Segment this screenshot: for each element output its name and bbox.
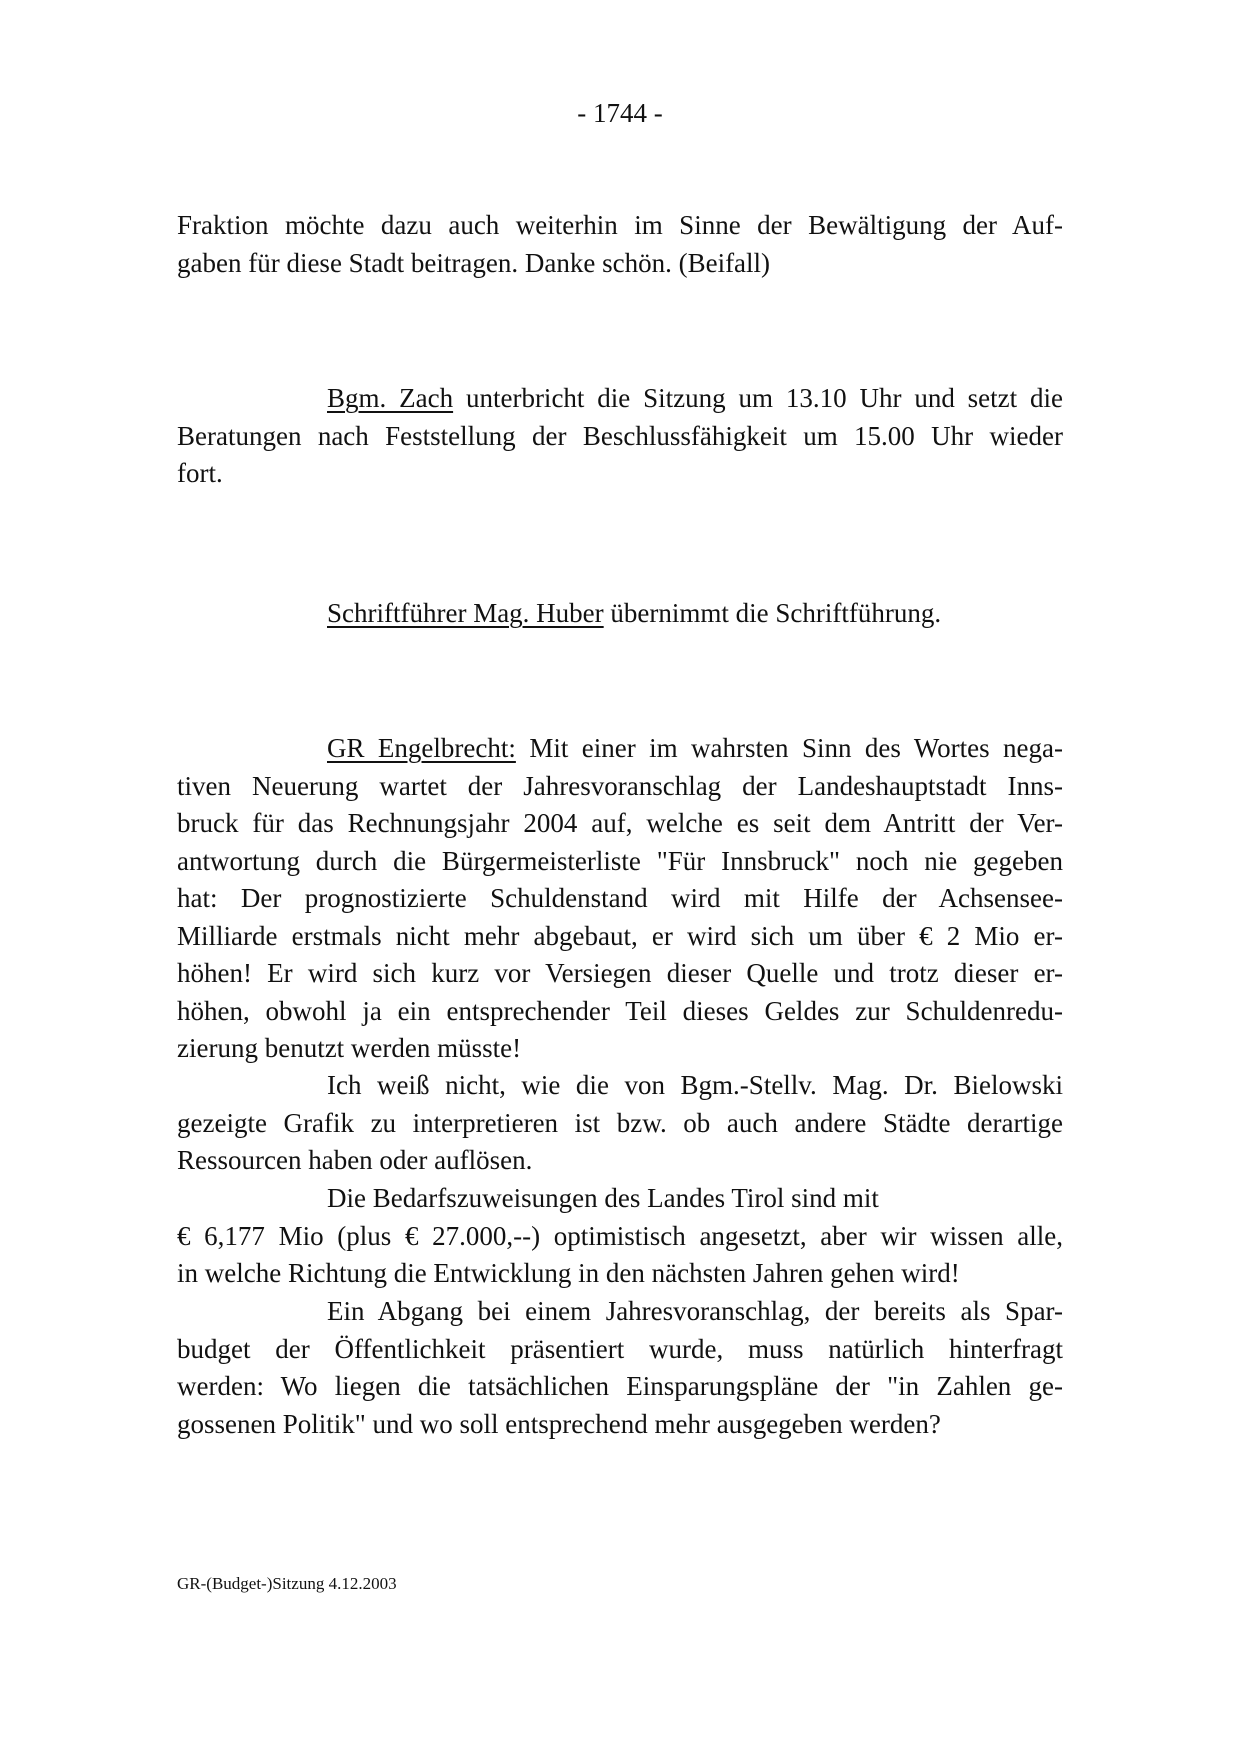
paragraph-secretary <box>177 595 1063 633</box>
text-line <box>177 595 1063 633</box>
text-line: Beratungen nach Feststellung der Beschlussfähigkeit um 15.00 Uhr wieder <box>177 420 1063 451</box>
speaker-name: Schriftführer Mag. Huber <box>327 598 604 628</box>
text-line: hat: Der prognostizierte Schuldenstand wird mit Hilfe der Achsensee- <box>177 883 1063 913</box>
speaker-name: GR Engelbrecht: <box>327 733 516 763</box>
text-line: bruck für das Rechnungsjahr 2004 auf, welche es seit dem Antritt der Ver- <box>177 808 1063 838</box>
text-line: Fraktion möchte dazu auch weiterhin im Sinne der Bewältigung der Auf- <box>177 210 1063 240</box>
paragraph-session-break <box>177 380 1063 493</box>
paragraph-speech <box>177 1293 1063 1443</box>
text-fragment: Mit einer im wahrsten Sinn des Wortes nega- <box>529 733 1064 763</box>
text-line: höhen, obwohl ja ein entsprechender Teil dieses Geldes zur Schuldenredu- <box>177 995 1063 1026</box>
text-line: tiven Neuerung wartet der Jahresvoranschlag der Landeshauptstadt Inns- <box>177 770 1063 801</box>
paragraph-speech <box>177 1067 1063 1180</box>
paragraph-speech <box>177 1180 1063 1293</box>
paragraph-speech <box>177 730 1063 1068</box>
page-footer: GR-(Budget-)Sitzung 4.12.2003 <box>177 1574 397 1593</box>
text-fragment: übernimmt die Schriftführung. <box>610 598 942 628</box>
text-line <box>177 730 1063 768</box>
text-line: Ich weiß nicht, wie die von Bgm.-Stellv. Mag. Dr. Bielowski <box>327 1070 1063 1100</box>
speaker-name: Bgm. Zach <box>327 383 454 413</box>
page-number: - 1744 - <box>577 98 663 128</box>
text-line: höhen! Er wird sich kurz vor Versiegen dieser Quelle und trotz dieser er- <box>177 958 1063 988</box>
text-line: gezeigte Grafik zu interpretieren ist bzw. ob auch andere Städte derartige <box>177 1107 1063 1138</box>
text-line: € 6,177 Mio (plus € 27.000,--) optimistisch angesetzt, aber wir wissen alle, <box>177 1220 1063 1251</box>
text-line: antwortung durch die Bürgermeisterliste "Für Innsbruck" noch nie gegeben <box>177 845 1063 876</box>
text-line: Die Bedarfszuweisungen des Landes Tirol sind mit <box>327 1183 879 1213</box>
text-line: werden: Wo liegen die tatsächlichen Einsparungspläne der "in Zahlen ge- <box>177 1371 1063 1401</box>
text-line: Ein Abgang bei einem Jahresvoranschlag, der bereits als Spar- <box>327 1296 1063 1326</box>
text-line: in welche Richtung die Entwicklung in den nächsten Jahren gehen wird! <box>177 1258 960 1288</box>
text-line: budget der Öffentlichkeit präsentiert wurde, muss natürlich hinterfragt <box>177 1333 1063 1364</box>
text-line: zierung benutzt werden müsste! <box>177 1033 522 1063</box>
paragraph-continuation <box>177 207 1063 282</box>
text-fragment: unterbricht die Sitzung um 13.10 Uhr und setzt die <box>465 383 1064 413</box>
text-line: gaben für diese Stadt beitragen. Danke schön. (Beifall) <box>177 247 771 278</box>
text-line: Ressourcen haben oder auflösen. <box>177 1145 533 1175</box>
text-line <box>177 380 1063 418</box>
text-line: fort. <box>177 458 223 488</box>
text-line: Milliarde erstmals nicht mehr abgebaut, er wird sich um über € 2 Mio er- <box>177 920 1063 951</box>
text-line: gossenen Politik" und wo soll entsprechend mehr ausgegeben werden? <box>177 1408 941 1439</box>
